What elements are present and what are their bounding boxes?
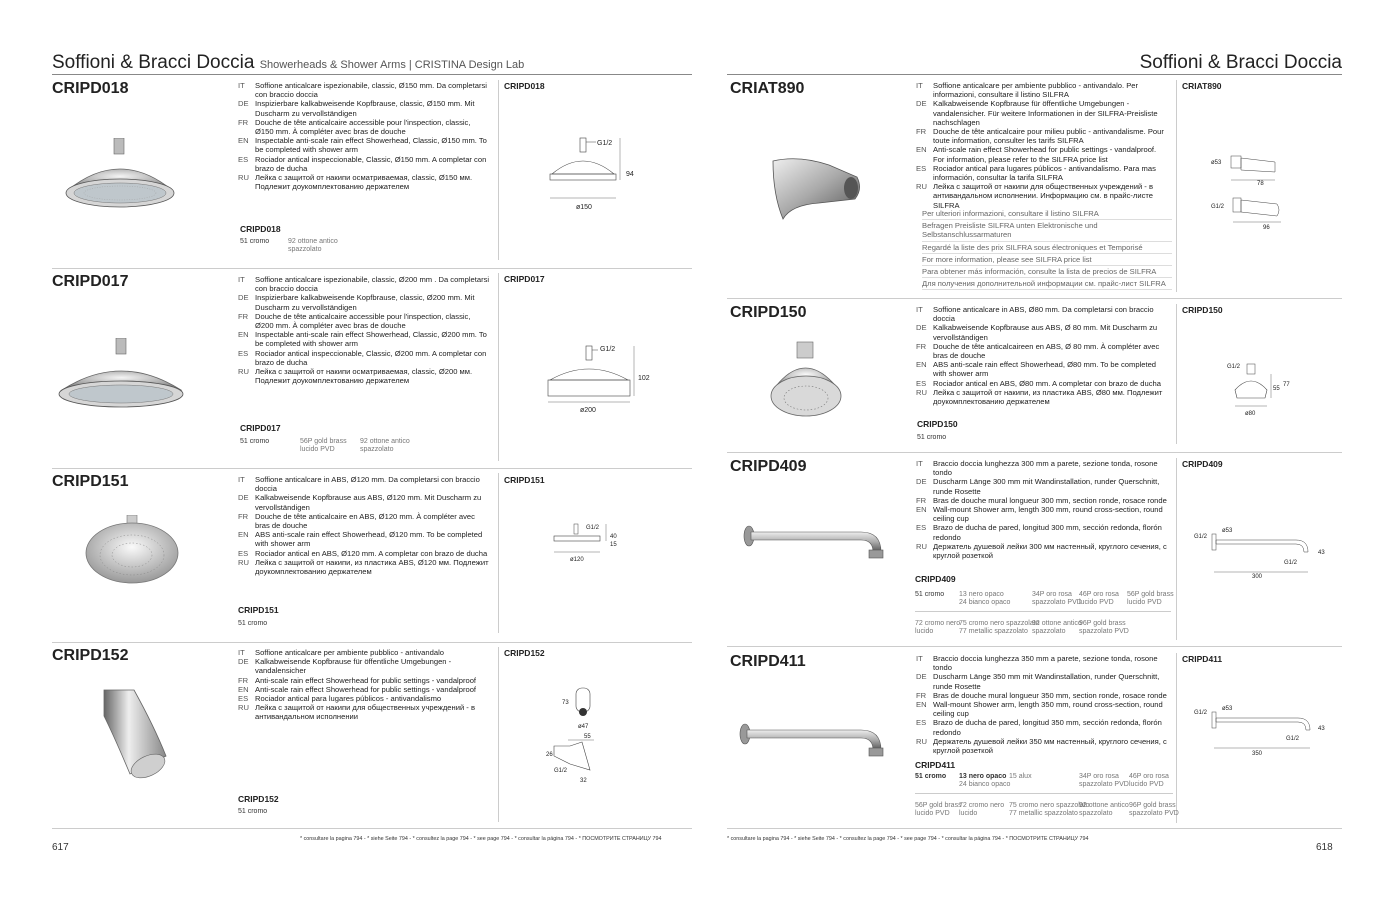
left-page-title: [52, 52, 524, 74]
note-line: Befragen Preisliste SILFRA unten Elektronische und Selbstanschlussarmaturen: [922, 220, 1172, 241]
finish-brushed-black-chrome: 75 cromo nero spazzolato: [1009, 802, 1090, 809]
diameter-label: ø120: [570, 557, 584, 563]
dim-d-label: G1/2: [1286, 736, 1300, 742]
product-code: CRIPD151: [52, 473, 129, 490]
description-cripd409: IT Braccio doccia lunghezza 300 mm a parete, sezione tonda, rosone tondo DE Duscharm Länge 300 mm mit Wandinstallation, runder Querschnitt, runde Rosette FR Bras de douche mural longueur 300 mm, section ronde, rosace ronde EN Wall-mount Shower arm, length 300 mm, round cross-section, round ceiling cup ES Brazo de ducha de pared, longitud 300 mm, sección redonda, florón redondo RU Держатель душевой лейки 300 мм настенный, круглого сечения, с круглой розеткой: [916, 459, 1167, 561]
showerhead-photo-criat890: [769, 155, 864, 225]
description-cripd152: IT Soffione anticalcare per ambiente pubblico - antivandalo DE Kalkabweisende Kopfbrause für öffentliche Umgebungen - vandalensicher FR Anti-scale rain effect Showerhead for public settings - vandalproof EN Anti-scale rain effect Showerhead for public settings - vandalproof ES Rociador antical para lugares públicos - antivandalismo RU Лейка с защитой от накипи для общественных учреждений - в антивандальном исполнении: [238, 648, 477, 722]
finish-chrome: 51 cromo: [915, 773, 947, 780]
description-cripd150: IT Soffione anticalcare in ABS, Ø80 mm. Da completarsi con braccio doccia DE Kalkabweisende Kopfbrause aus ABS, Ø 80 mm. Mit Duscharm zu vervollständigen FR Douche de tête anticalcaireen en ABS, Ø 80 mm. À compléter avec bras de douche EN ABS anti-scale rain effect Showerhead, Ø80 mm. To be completed with shower arm ES Rociador antical en ABS, Ø80 mm. A completar con brazo de ducha RU Лейка с защитой от накипи, из пластика ABS, Ø80 мм. Подлежит доукомплектованию держателем: [916, 305, 1163, 407]
finish-brushed-pvd: spazzolato PVD: [1079, 781, 1129, 788]
silfra-notes: [922, 208, 1172, 290]
finish-brushed: spazzolato: [288, 246, 322, 253]
finish-lucido: lucido: [915, 628, 934, 635]
finish-brushed-pvd: spazzolato PVD: [1079, 628, 1129, 635]
finish-brushed-black-chrome: 75 cromo nero spazzolato: [959, 620, 1040, 627]
finish-gold-brass-brushed: 96P gold brass: [1079, 620, 1126, 627]
page-title-main: Soffioni & Bracci Doccia: [52, 52, 255, 73]
finish-matt-white: 24 bianco opaco: [959, 781, 1011, 788]
finish-chrome: 51 cromo: [240, 238, 270, 245]
showerhead-photo-cripd150: [767, 340, 847, 425]
finish-chrome: 51 cromo: [240, 438, 270, 445]
dim-b-label: ø47: [578, 724, 589, 730]
product-code: CRIPD152: [52, 647, 129, 664]
dim-c-label: G1/2: [1211, 204, 1225, 210]
finish-metallic-brushed: 77 metallic spazzolato: [1009, 810, 1078, 817]
finish-chrome: 51 cromo: [917, 434, 947, 441]
dim-e-label: G1/2: [554, 768, 568, 774]
technical-drawing-cripd151: [548, 520, 628, 564]
length-label: 300: [1252, 574, 1263, 580]
height-label: 40: [610, 534, 617, 540]
finish-antique-brass: 92 ottone antico: [360, 438, 410, 445]
finish-black-chrome: 72 cromo nero: [959, 802, 1005, 809]
dim-d-label: 96: [1263, 225, 1270, 231]
dim-a-label: 55: [1273, 386, 1280, 392]
page-number: 618: [1316, 842, 1333, 853]
description-cripd151: IT Soffione anticalcare in ABS, Ø120 mm. Da completarsi con braccio doccia DE Kalkabweisende Kopfbrause aus ABS, Ø120 mm. Mit Duscharm zu vervollständigen FR Douche de tête anticalcaire en ABS, Ø120 mm. À compléter avec bras de douche EN ABS anti-scale rain effect Showerhead, Ø120 mm. To be completed with shower arm ES Rociador antical en ABS, Ø120 mm. A completar con brazo de ducha RU Лейка с защитой от накипи, из пластика ABS, Ø120 мм. Подлежит доукомплектованию держателем: [238, 475, 489, 577]
product-code: CRIPD018: [52, 80, 129, 97]
finish-rose-gold: 34P oro rosa: [1032, 591, 1072, 598]
product-code: CRIPD411: [730, 653, 806, 670]
dim-f-label: 32: [580, 778, 587, 784]
height-label: 102: [638, 375, 650, 382]
finish-gold-brass: 56P gold brass: [915, 802, 962, 809]
finish-alux: 15 alux: [1009, 773, 1032, 780]
product-code: CRIAT890: [730, 80, 805, 97]
dim-b-label: 77: [1283, 382, 1290, 388]
finish-code: CRIPD151: [238, 605, 279, 615]
product-code: CRIPD017: [52, 273, 129, 290]
note-line: For more information, please see SILFRA price list: [922, 254, 1172, 266]
technical-drawing-cripd152: [540, 684, 610, 788]
finish-matt-black: 13 nero opaco: [959, 773, 1007, 780]
dim-d-label: 26: [546, 752, 553, 758]
finish-antique-brass: 92 ottone antico: [1079, 802, 1129, 809]
finish-code: CRIPD017: [240, 423, 281, 433]
length-label: 350: [1252, 751, 1263, 757]
finish-lucido-pvd: lucido PVD: [1127, 599, 1162, 606]
drawing-code: CRIPD017: [504, 274, 545, 284]
right-page: [697, 0, 1394, 900]
finish-chrome: 51 cromo: [238, 808, 268, 815]
note-line: Para obtener más información, consulte la lista de precios de SILFRA: [922, 266, 1172, 278]
dim-b-label: 78: [1257, 181, 1264, 187]
showerhead-photo-cripd017: [54, 338, 189, 418]
footnote: * consultare la pagina 794 - * siehe Seite 794 - * consultez la page 794 - * see page 794 - * consultar la página 794 - * ПОСМОТРИТЕ СТРАНИЦУ 794: [300, 836, 662, 842]
finish-rose-gold-polished: 46P oro rosa: [1079, 591, 1119, 598]
technical-drawing-criat890: [1209, 152, 1294, 232]
finish-code: CRIPD411: [915, 760, 956, 770]
dim-c-label: 43: [1318, 550, 1325, 556]
shower-arm-photo-cripd411: [739, 714, 889, 764]
finish-brushed: spazzolato: [1032, 628, 1066, 635]
finish-brushed: spazzolato: [360, 446, 394, 453]
finish-code: CRIPD409: [915, 574, 956, 584]
finish-antique-brass: 92 ottone antico: [1032, 620, 1082, 627]
page-number: 617: [52, 842, 69, 853]
note-line: Per ulteriori informazioni, consultare il listino SILFRA: [922, 208, 1172, 220]
drawing-code: CRIPD151: [504, 475, 545, 485]
finish-code: CRIPD152: [238, 794, 279, 804]
right-page-title: Soffioni & Bracci Doccia: [1139, 52, 1342, 73]
footnote: * consultare la pagina 794 - * siehe Seite 794 - * consultez la page 794 - * see page 794 - * consultar la página 794 - * ПОСМОТРИТЕ СТРАНИЦУ 794: [727, 836, 1089, 842]
finish-chrome: 51 cromo: [238, 620, 268, 627]
note-line: Regardé la liste des prix SILFRA sous électroniques et Temporisé: [922, 242, 1172, 254]
technical-drawing-cripd018: [540, 132, 650, 212]
product-code: CRIPD150: [730, 304, 807, 321]
finish-chrome: 51 cromo: [915, 591, 945, 598]
thread-label: G1/2: [597, 140, 613, 147]
description-cripd017: IT Soffione anticalcare ispezionabile, classic, Ø200 mm . Da completarsi con braccio doccia DE Inspizierbare kalkabweisende Kopfbrause, classic, Ø200 mm. Mit Duscharm zu vervollständigen FR Douche de tête anticalcaire accessible pour l'inspection, classic, Ø200 mm. À compléter avec bras de douche EN Inspectable anti-scale rain effect Showerhead, Classic, Ø200 mm. To be completed with shower arm ES Rociador antical inspeccionable, Classic, Ø200 mm. A completar con brazo de ducha RU Лейка с защитой от накипи осматриваемая, classic, Ø200 мм. Подлежит доукомплектованию держателем: [238, 275, 490, 386]
dim-a-label: ø53: [1222, 528, 1233, 534]
description-cripd411: IT Braccio doccia lunghezza 350 mm a parete, sezione tonda, rosone tondo DE Duscharm Länge 350 mm mit Wandinstallation, runder Querschnitt, runde Rosette FR Bras de douche mural longueur 350 mm, section ronde, rosace ronde EN Wall-mount Shower arm, length 350 mm, round cross-section, round ceiling cup ES Brazo de ducha de pared, longitud 350 mm, sección redonda, florón redondo RU Держатель душевой лейки 350 мм настенный, круглого сечения, с круглой розеткой: [916, 654, 1167, 756]
description-cripd018: IT Soffione anticalcare ispezionabile, classic, Ø150 mm. Da completarsi con braccio doccia DE Inspizierbare kalkabweisende Kopfbrause, classic, Ø150 mm. Mit Duscharm zu vervollständigen FR Douche de tête anticalcaire accessible pour l'inspection, classic, Ø150 mm. À compléter avec bras de douche EN Inspectable anti-scale rain effect Showerhead, Classic, Ø150 mm. To be completed with shower arm ES Rociador antical inspeccionable, Classic, Ø150 mm. A completar con brazo de ducha RU Лейка с защитой от накипи осматриваемая, classic, Ø150 мм. Подлежит доукомплектованию держателем: [238, 81, 487, 192]
drawing-code: CRIPD411: [1182, 654, 1223, 664]
dim-b-label: G1/2: [1194, 710, 1208, 716]
finish-brushed-pvd: spazzolato PVD: [1032, 599, 1082, 606]
finish-gold-brass-brushed: 96P gold brass: [1129, 802, 1176, 809]
product-code: CRIPD409: [730, 458, 807, 475]
finish-brushed: spazzolato: [1079, 810, 1113, 817]
dim-c-label: 55: [584, 734, 591, 740]
technical-drawing-cripd409: [1192, 520, 1332, 580]
drawing-code: CRIAT890: [1182, 81, 1222, 91]
diameter-label: ø200: [580, 407, 596, 414]
finish-gold-brass: 56P gold brass: [1127, 591, 1174, 598]
diameter-label: ø80: [1245, 411, 1256, 417]
dim-a-label: 73: [562, 700, 569, 706]
finish-gold-brass: 56P gold brass: [300, 438, 347, 445]
finish-metallic-brushed: 77 metallic spazzolato: [959, 628, 1028, 635]
thread-label: G1/2: [586, 525, 600, 531]
technical-drawing-cripd411: [1192, 700, 1332, 758]
dim-a-label: ø53: [1211, 160, 1222, 166]
finish-rose-gold: 34P oro rosa: [1079, 773, 1119, 780]
finish-matt-black: 13 nero opaco: [959, 591, 1004, 598]
finish-lucido-pvd: lucido PVD: [1079, 599, 1114, 606]
dim-d-label: G1/2: [1284, 560, 1298, 566]
diameter-label: ø150: [576, 204, 592, 211]
drawing-code: CRIPD150: [1182, 305, 1223, 315]
dim-c-label: 43: [1318, 726, 1325, 732]
sub-height-label: 15: [610, 542, 617, 548]
finish-lucido: lucido: [959, 810, 978, 817]
thread-label: G1/2: [600, 346, 616, 353]
finish-antique-brass: 92 ottone antico: [288, 238, 338, 245]
dim-a-label: ø53: [1222, 706, 1233, 712]
finish-lucido-pvd: lucido PVD: [300, 446, 335, 453]
page-subtitle: Showerheads & Shower Arms | CRISTINA Design Lab: [259, 59, 525, 71]
thread-label: G1/2: [1227, 364, 1241, 370]
dim-b-label: G1/2: [1194, 534, 1208, 540]
drawing-code: CRIPD018: [504, 81, 545, 91]
finish-lucido-pvd: lucido PVD: [915, 810, 950, 817]
description-criat890: IT Soffione anticalcare per ambiente pubblico - antivandalo. Per informazioni, consultare il listino SILFRA DE Kalkabweisende Kopfbrause für öffentliche Umgebungen - vandalensicher. Für weitere Informationen in der SILFRA-Preisliste nachschlagen FR Douche de tête anticalcaire pour milieu public - antivandalisme. Pour toute information, consulter les tarifs SILFRA EN Anti-scale rain effect Showerhead for public settings - vandalproof. For information, please refer to the SILFRA price list ES Rociador antical para lugares públicos - antivandalismo. Para mas información, consultar la tarifa SILFRA RU Лейка с защитой от накипи для общественных учреждений - в антивандальном исполнении. Информацию см. в прайс-листе SILFRA: [916, 81, 1164, 210]
finish-rose-gold-polished: 46P oro rosa: [1129, 773, 1169, 780]
note-line: Для получения дополнительной информации см. прайс-лист SILFRA: [922, 278, 1172, 290]
technical-drawing-cripd017: [540, 338, 655, 418]
drawing-code: CRIPD152: [504, 648, 545, 658]
finish-lucido-pvd: lucido PVD: [1129, 781, 1164, 788]
drawing-code: CRIPD409: [1182, 459, 1223, 469]
shower-arm-photo-cripd409: [743, 516, 893, 566]
finish-code: CRIPD018: [240, 224, 281, 234]
finish-brushed-pvd: spazzolato PVD: [1129, 810, 1179, 817]
finish-black-chrome: 72 cromo nero: [915, 620, 961, 627]
finish-matt-white: 24 bianco opaco: [959, 599, 1011, 606]
height-label: 94: [626, 171, 634, 178]
showerhead-photo-cripd152: [100, 686, 170, 781]
technical-drawing-cripd150: [1225, 358, 1295, 420]
showerhead-photo-cripd151: [82, 515, 182, 587]
showerhead-photo-cripd018: [60, 138, 180, 218]
finish-code: CRIPD150: [917, 419, 958, 429]
